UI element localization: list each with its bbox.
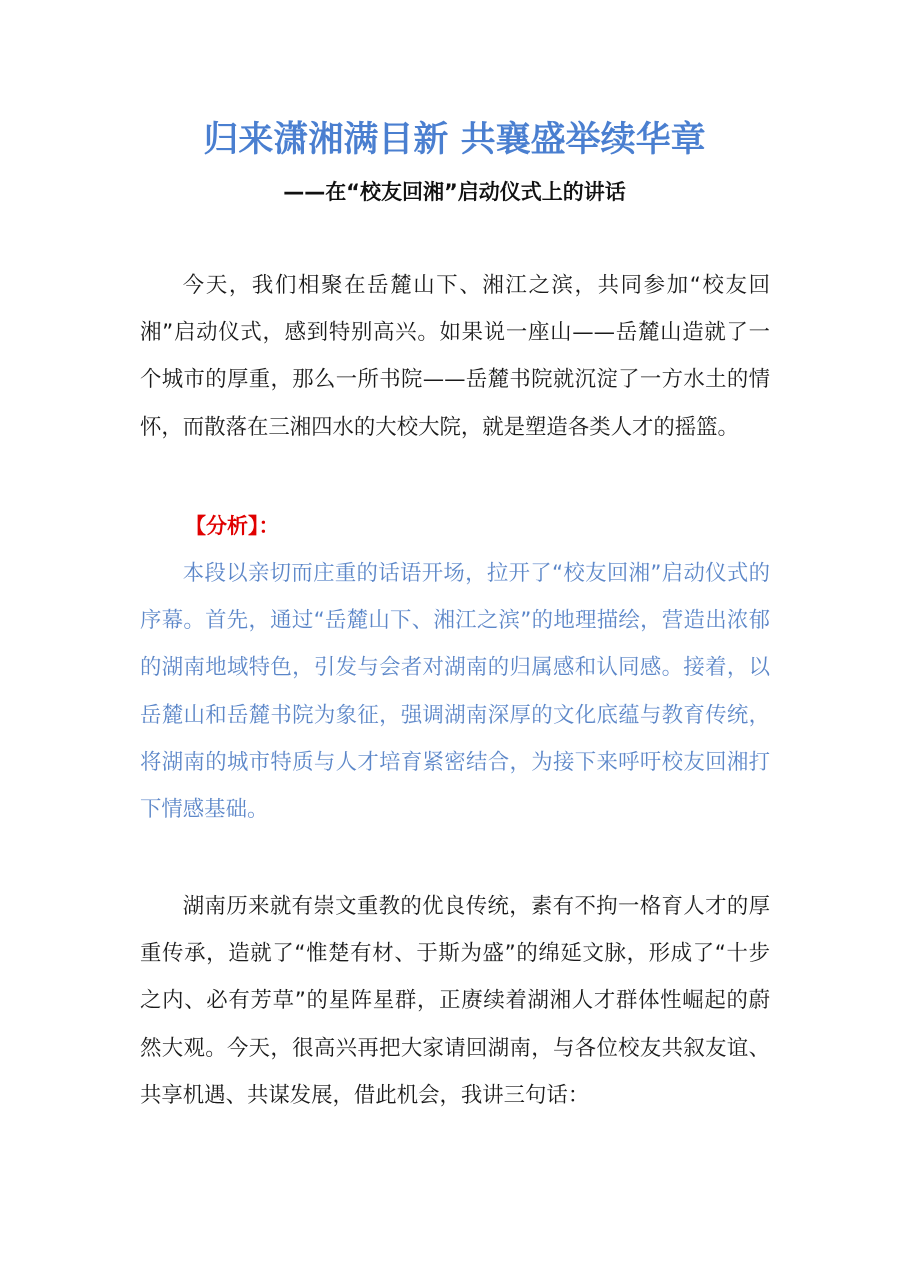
analysis-heading: 【分析】： [185,514,280,538]
body-paragraph-2: 湖南历来就有崇文重教的优良传统，素有不拘一格育人才的厚重传承，造就了“惟楚有材、于斯为盛”的绵延文脉，形成了“十步之内、必有芳草”的星阵星群，正赓续着湖湘人才群体性崛起的蔚然大观。今天，很高兴再把大家请回湖南，与各位校友共叙友谊、共享机遇、共谋发展，借此机会，我讲三句话： [140,894,770,1108]
document-title: 归来潇湘满目新 共襄盛举续华章 [203,119,706,160]
document-subtitle: ——在“校友回湘”启动仪式上的讲话 [283,180,626,204]
analysis-paragraph: 本段以亲切而庄重的话语开场，拉开了“校友回湘”启动仪式的序幕。首先，通过“岳麓山下、湘江之滨”的地理描绘，营造出浓郁的湖南地域特色，引发与会者对湖南的归属感和认同感。接着，以岳麓山和岳麓书院为象征，强调湖南深厚的文化底蕴与教育传统，将湖南的城市特质与人才培育紧密结合，为接下来呼吁校友回湘打下情感基础。 [140,561,770,823]
body-paragraph-1: 今天，我们相聚在岳麓山下、湘江之滨，共同参加“校友回湘”启动仪式，感到特别高兴。如果说一座山——岳麓山造就了一个城市的厚重，那么一所书院——岳麓书院就沉淀了一方水土的情怀，而散落在三湘四水的大校大院，就是塑造各类人才的摇篮。 [140,273,770,440]
